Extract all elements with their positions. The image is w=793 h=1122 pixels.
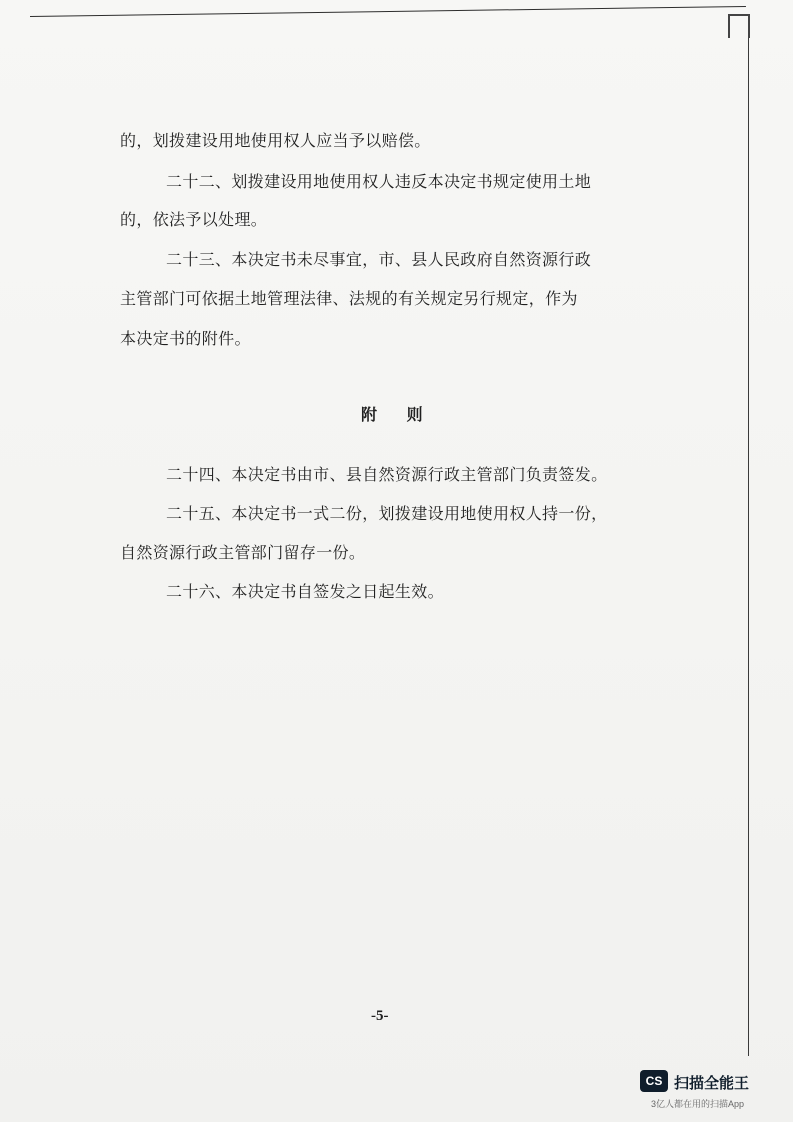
paragraph-line-1: 的，划拨建设用地使用权人应当予以赔偿。: [120, 131, 431, 150]
scanner-watermark: [640, 1070, 780, 1114]
paragraph-line-8: 二十五、本决定书一式二份，划拨建设用地使用权人持一份，: [166, 504, 608, 523]
section-title: 附 则: [361, 405, 435, 424]
paragraph-line-10: 二十六、本决定书自签发之日起生效。: [166, 582, 444, 601]
corner-mark: [728, 14, 750, 38]
paragraph-line-7: 二十四、本决定书由市、县自然资源行政主管部门负责签发。: [166, 465, 608, 484]
page-number: -5-: [371, 1008, 389, 1024]
paragraph-line-3: 的，依法予以处理。: [120, 210, 268, 229]
paragraph-line-9: 自然资源行政主管部门留存一份。: [120, 543, 366, 562]
watermark-title: 扫描全能王: [674, 1075, 750, 1092]
page-top-edge: [30, 6, 746, 17]
paragraph-line-6: 本决定书的附件。: [120, 329, 251, 348]
paragraph-line-2: 二十二、划拨建设用地使用权人违反本决定书规定使用土地: [166, 172, 592, 191]
page-right-edge: [748, 16, 749, 1056]
paragraph-line-4: 二十三、本决定书未尽事宜，市、县人民政府自然资源行政: [166, 250, 592, 269]
cs-logo-icon: CS: [640, 1070, 668, 1092]
watermark-subtitle: 3亿人都在用的扫描App: [651, 1099, 745, 1109]
paragraph-line-5: 主管部门可依据土地管理法律、法规的有关规定另行规定，作为: [120, 289, 578, 308]
